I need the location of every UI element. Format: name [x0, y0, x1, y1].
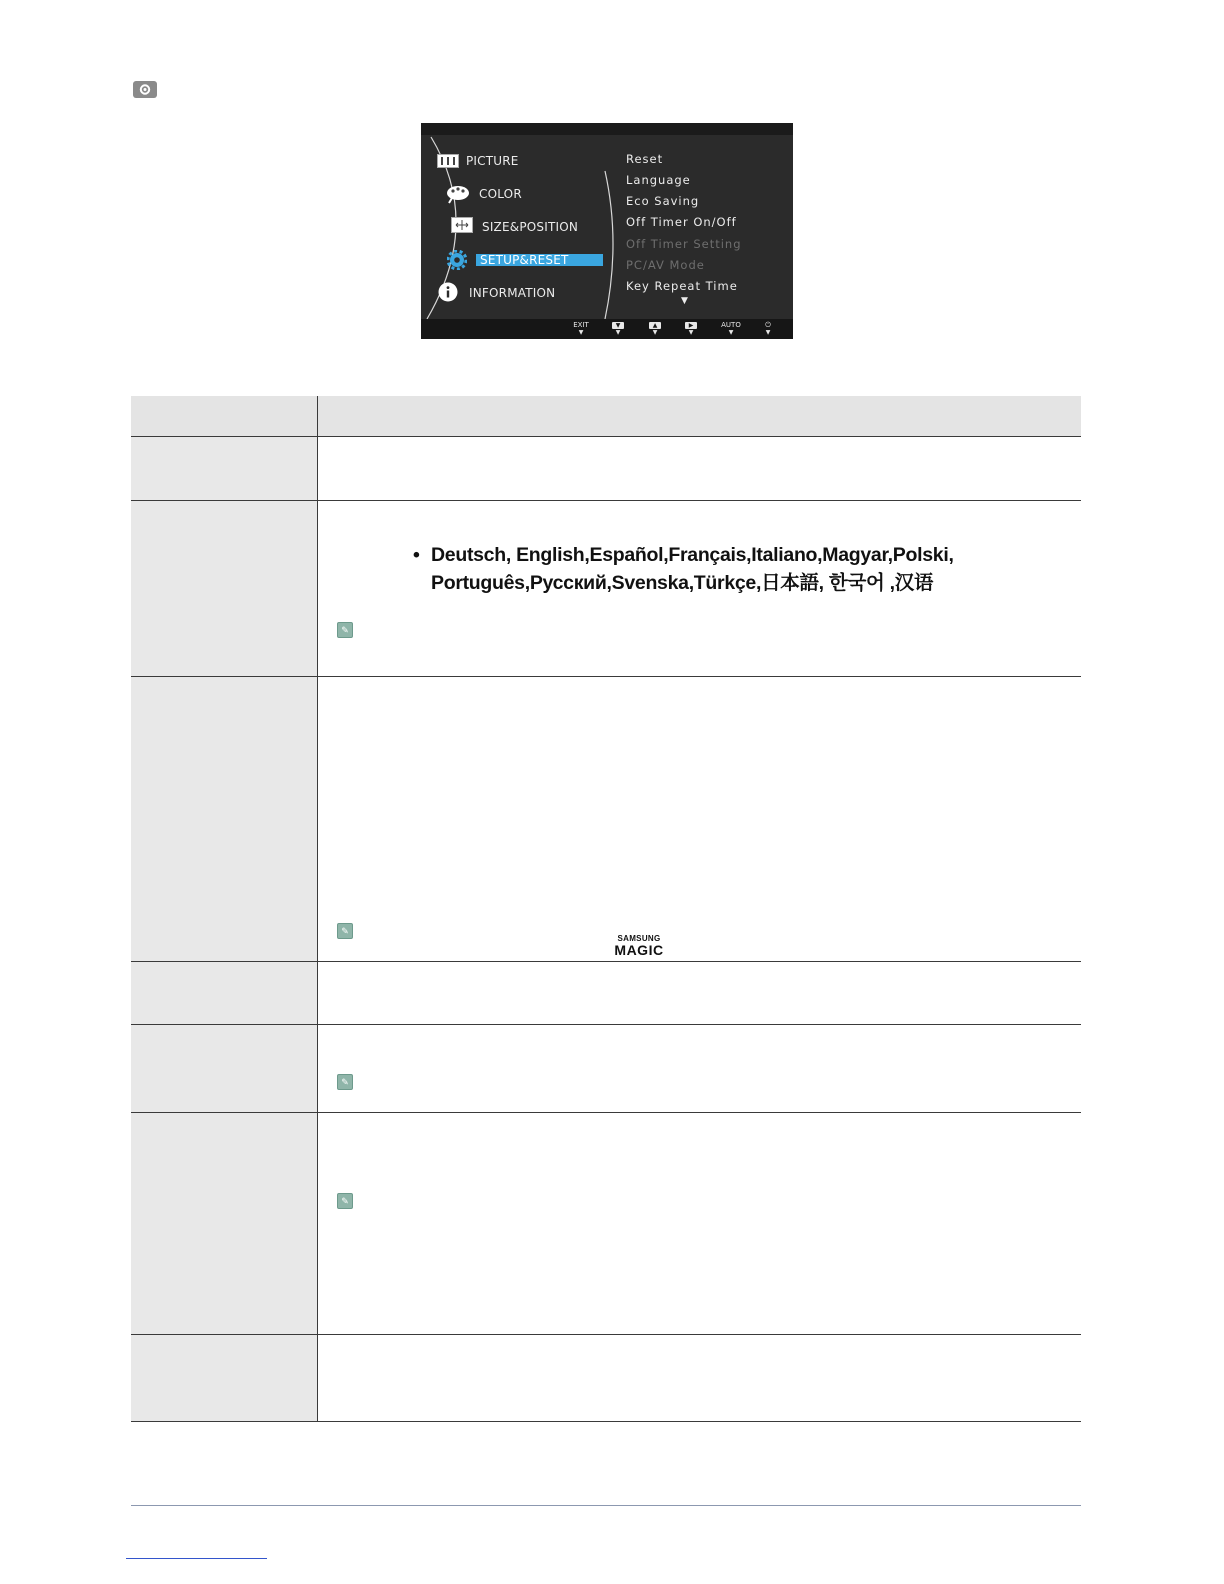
- picture-icon: [437, 154, 459, 173]
- note-pencil-icon: ✎: [337, 1074, 353, 1090]
- table-row: [131, 677, 1081, 962]
- osd-submenu-pc-av-mode: PC/AV Mode: [626, 258, 705, 272]
- setup-gear-icon: [133, 81, 157, 98]
- enter-key: ▶ ▼: [679, 321, 703, 336]
- info-icon: [438, 282, 458, 307]
- exit-key: EXIT ▼: [573, 321, 589, 336]
- osd-submenu-language[interactable]: Language: [626, 173, 691, 187]
- note-pencil-icon: ✎: [337, 923, 353, 939]
- note-pencil-icon: ✎: [337, 622, 353, 638]
- osd-menu-screenshot: [421, 123, 793, 339]
- osd-menu-information[interactable]: INFORMATION: [469, 286, 556, 300]
- scroll-down-indicator: ▼: [681, 296, 688, 306]
- power-key: ⏻ ▼: [765, 321, 771, 336]
- osd-submenu-eco-saving[interactable]: Eco Saving: [626, 194, 700, 208]
- osd-submenu-off-timer-setting: Off Timer Setting: [626, 237, 742, 251]
- osd-submenu-key-repeat-time[interactable]: Key Repeat Time: [626, 279, 738, 293]
- header-cell-description: [318, 396, 1082, 437]
- language-list-line-2: Português,Русский,Svenska,Türkçe,日本語, 한국어 ,汉语: [431, 572, 934, 594]
- table-row: [131, 1335, 1081, 1422]
- gear-icon: [447, 250, 467, 275]
- language-list: • Deutsch, English,Español,Français,Italiano,Magyar,Polski, Português,Русский,Svenska,Türkçe,日本語, 한국어 ,汉语: [431, 541, 954, 597]
- osd-menu-setup-reset[interactable]: SETUP&RESET: [476, 254, 603, 266]
- palette-icon: [446, 184, 470, 209]
- footer-link-underline[interactable]: [126, 1558, 267, 1559]
- samsung-magic-logo: SAMSUNG MAGIC: [614, 934, 664, 958]
- table-row: [131, 962, 1081, 1025]
- table-row: [131, 1113, 1081, 1335]
- osd-submenu-reset[interactable]: Reset: [626, 152, 664, 166]
- osd-menu-picture[interactable]: PICTURE: [466, 154, 519, 168]
- note-pencil-icon: ✎: [337, 1193, 353, 1209]
- osd-menu-size-position[interactable]: SIZE&POSITION: [482, 220, 579, 234]
- osd-menu-color[interactable]: COLOR: [479, 187, 522, 201]
- down-key: ▼ ▼: [606, 321, 630, 336]
- size-position-icon: [451, 217, 473, 238]
- osd-submenu-off-timer-onoff[interactable]: Off Timer On/Off: [626, 215, 737, 229]
- footer-divider: [131, 1505, 1081, 1506]
- table-header-row: [131, 396, 1081, 437]
- table-row: [131, 1025, 1081, 1113]
- table-row: [131, 437, 1081, 501]
- up-key: ▲ ▼: [643, 321, 667, 336]
- setup-reset-table: [131, 396, 1081, 1422]
- auto-key: AUTO ▼: [721, 321, 741, 336]
- header-cell-menu: [131, 396, 318, 437]
- language-list-line-1: Deutsch, English,Español,Français,Italiano,Magyar,Polski,: [431, 544, 954, 566]
- table-row: [131, 501, 1081, 677]
